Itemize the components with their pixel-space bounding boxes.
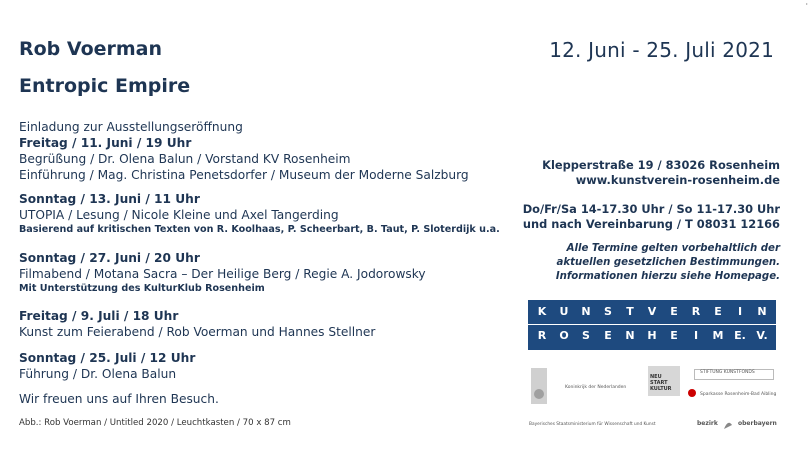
event-date: Sonntag / 27. Juni / 20 Uhr	[19, 251, 200, 265]
logo-letter: U	[559, 305, 569, 318]
disclaimer-line: aktuellen gesetzlichen Bestimmungen.	[556, 257, 780, 268]
corner-mark: ·	[805, 0, 808, 9]
closing-line: Wir freuen uns auf Ihren Besuch.	[19, 392, 219, 406]
event-detail: Begrüßung / Dr. Olena Balun / Vorstand KV Rosenheim	[19, 152, 351, 166]
event-block-tour	[19, 350, 519, 382]
logo-letter: E	[670, 329, 678, 342]
logo-letter: R	[691, 305, 701, 318]
logo-letter: N	[757, 305, 767, 318]
event-block-feierabend	[19, 308, 519, 340]
opening-hours: Do/Fr/Sa 14-17.30 Uhr / So 11-17.30 Uhr	[522, 202, 780, 216]
logo-letter: E	[604, 329, 612, 342]
sparkasse-icon	[688, 389, 696, 397]
event-date: Freitag / 11. Juni / 19 Uhr	[19, 136, 192, 150]
event-block-opening	[19, 119, 519, 183]
logo-divider	[528, 324, 776, 325]
disclaimer-line: Informationen hierzu siehe Homepage.	[555, 271, 780, 282]
logo-letter: E	[714, 305, 722, 318]
logo-letter: I	[737, 305, 743, 318]
logo-row-rosenheim	[528, 329, 776, 342]
invitation-line: Einladung zur Ausstellungseröffnung	[19, 120, 243, 134]
logo-letter: V	[647, 305, 657, 318]
exhibition-title: Entropic Empire	[19, 75, 191, 97]
logo-letter: S	[582, 329, 590, 342]
event-detail: Kunst zum Feierabend / Rob Voerman und Hannes Stellner	[19, 325, 376, 339]
address: Klepperstraße 19 / 83026 Rosenheim	[542, 158, 780, 172]
sponsor-bezirk: bezirk	[697, 420, 718, 427]
website-link[interactable]: www.kunstverein-rosenheim.de	[575, 173, 780, 187]
sponsor-bezirk-suffix: oberbayern	[738, 420, 777, 427]
exhibition-dates: 12. Juni - 25. Juli 2021	[549, 38, 774, 62]
event-date: Sonntag / 13. Juni / 11 Uhr	[19, 192, 200, 206]
contact-block	[500, 158, 780, 284]
logo-letter: K	[537, 305, 547, 318]
sponsor-netherlands: Koninkrijk der Nederlanden	[565, 385, 627, 390]
kunstverein-logo	[528, 300, 776, 350]
event-date: Freitag / 9. Juli / 18 Uhr	[19, 309, 179, 323]
logo-letter: E	[670, 305, 678, 318]
bezirk-emblem-icon	[722, 416, 734, 428]
logo-letter: M	[712, 329, 724, 342]
logo-letter: O	[559, 329, 569, 342]
logo-letter: N	[581, 305, 591, 318]
logo-letter: E.	[734, 329, 746, 342]
logo-letter: H	[647, 329, 657, 342]
opening-hours-extra: und nach Vereinbarung / T 08031 12166	[522, 217, 780, 231]
sponsor-stiftung: STIFTUNG KUNSTFONDS	[700, 370, 755, 375]
image-credit: Abb.: Rob Voerman / Untitled 2020 / Leuchtkasten / 70 x 87 cm	[19, 418, 291, 428]
netherlands-crest-icon	[529, 366, 549, 406]
logo-letter: R	[537, 329, 547, 342]
logo-row-kunstverein	[528, 305, 776, 318]
logo-letter: N	[625, 329, 635, 342]
logo-letter: T	[626, 305, 634, 318]
event-detail: Filmabend / Motana Sacra – Der Heilige Berg / Regie A. Jodorowsky	[19, 267, 426, 281]
event-block-reading	[19, 191, 519, 237]
event-detail: Führung / Dr. Olena Balun	[19, 367, 177, 381]
sponsor-sparkasse: Sparkasse Rosenheim-Bad Aibling	[700, 392, 777, 397]
sponsor-neustart: NEU START KULTUR	[650, 374, 672, 392]
logo-letter: S	[604, 305, 612, 318]
logo-letter: I	[693, 329, 699, 342]
event-detail: UTOPIA / Lesung / Nicole Kleine und Axel Tangerding	[19, 208, 339, 222]
event-date: Sonntag / 25. Juli / 12 Uhr	[19, 351, 196, 365]
event-detail: Einführung / Mag. Christina Penetsdorfer / Museum der Moderne Salzburg	[19, 168, 469, 182]
event-note: Basierend auf kritischen Texten von R. Koolhaas, P. Scheerbart, B. Taut, P. Sloterdijk u.a.	[19, 224, 500, 235]
event-note: Mit Unterstützung des KulturKlub Rosenheim	[19, 283, 265, 294]
disclaimer-line: Alle Termine gelten vorbehaltlich der	[566, 243, 780, 254]
event-block-film	[19, 250, 519, 296]
logo-letter: V.	[756, 329, 768, 342]
sponsor-ministry: Bayerisches Staatsministerium für Wissenschaft und Kunst	[529, 422, 656, 427]
artist-name: Rob Voerman	[19, 38, 163, 60]
